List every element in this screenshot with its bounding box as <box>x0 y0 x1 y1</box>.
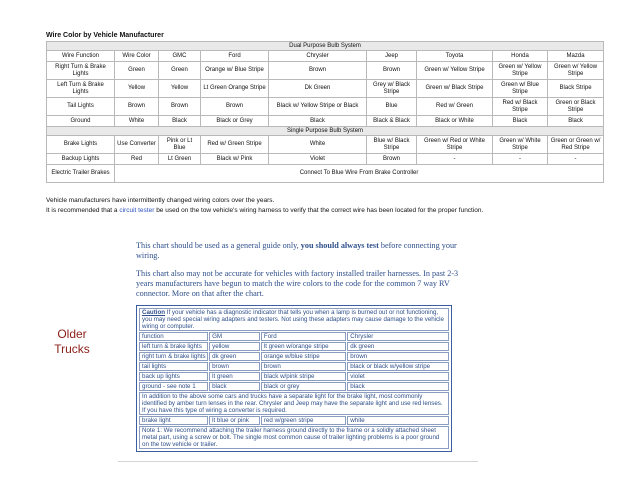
table-row <box>47 154 604 165</box>
table-cell: - <box>417 154 493 165</box>
older-trucks-table-frame <box>136 305 452 452</box>
table-row <box>139 342 449 351</box>
table-cell: Green w/ White Stripe <box>493 136 548 154</box>
table-cell: brown <box>261 362 346 371</box>
table-cell: black <box>347 382 449 391</box>
table-cell: violet <box>347 372 449 381</box>
table-cell: - <box>493 154 548 165</box>
wiring-change-note: Vehicle manufacturers have intermittently changed wiring colors over the years. <box>46 197 275 204</box>
column-header: Ford <box>261 332 346 341</box>
table-cell: Brake Lights <box>47 136 115 154</box>
ground-note: Note 1: We recommend attaching the trailer harness ground directly to the frame or a solidly attached sheet metal part, using a screw or bolt. The single most common cause of trailer lighting problems is a poor ground on the tow vehicle or trailer. <box>139 426 449 449</box>
table-cell: Black w/ Pink <box>201 154 269 165</box>
table-cell: Yellow <box>159 80 201 98</box>
header-row <box>47 51 604 62</box>
section-row-single <box>47 127 604 136</box>
caution-cell <box>139 308 449 331</box>
table-cell: ground - see note 1 <box>139 382 208 391</box>
table-cell: Brown <box>367 154 417 165</box>
table-row <box>139 362 449 371</box>
caution-text: If your vehicle has a diagnostic indicator that tells you when a lamp is burned out or not functioning, you may need special wiring adapters and testers. Not using these adapters may cause damage to the vehicle wiring or computer. <box>142 309 444 330</box>
table-cell: Brown <box>159 98 201 116</box>
table-row <box>47 62 604 80</box>
table-cell: Red w/ Green Stripe <box>201 136 269 154</box>
table-cell: dk green <box>209 352 260 361</box>
table-cell: Blue w/ Black Stripe <box>367 136 417 154</box>
circuit-tester-link[interactable]: circuit tester <box>119 207 155 214</box>
table-row <box>139 352 449 361</box>
table-cell: Use Converter <box>115 136 159 154</box>
table-row <box>47 98 604 116</box>
table-cell: Green w/ Red or White Stripe <box>417 136 493 154</box>
table-row <box>139 372 449 381</box>
separate-brake-note: In addition to the above some cars and trucks have a separate light for the brake light, most commonly identified by amber turn lenses in the rear. Chrysler and Jeep may have the separate light and use red lenses. If you have this type of wiring a converter is required. <box>139 392 449 415</box>
table-cell: Black w/ Yellow Stripe or Black <box>269 98 367 116</box>
column-header: GMC <box>159 51 201 62</box>
table-cell: Green w/ Yellow Stripe <box>493 62 548 80</box>
table-cell: red w/green stripe <box>261 416 346 425</box>
table-cell: Grey w/ Black Stripe <box>367 80 417 98</box>
table-cell: Green or Green w/ Red Stripe <box>548 136 604 154</box>
table-cell: brown <box>209 362 260 371</box>
table-cell: Black <box>493 116 548 127</box>
column-header: Wire Function <box>47 51 115 62</box>
table-cell: left turn & brake lights <box>139 342 208 351</box>
note-text-after: be used on the tow vehicle's wiring harness to verify that the correct wire has been located for the proper function. <box>154 207 484 214</box>
table-cell: Ground <box>47 116 115 127</box>
circuit-tester-note <box>46 207 483 214</box>
table-cell: Dk Green <box>269 80 367 98</box>
table-cell: Red w/ Black Stripe <box>493 98 548 116</box>
table-cell: Black Stripe <box>548 80 604 98</box>
column-header: Mazda <box>548 51 604 62</box>
table-cell: dk green <box>347 342 449 351</box>
table-cell: Electric Trailer Brakes <box>47 165 115 183</box>
table-cell: Orange w/ Blue Stripe <box>201 62 269 80</box>
table-cell: black or grey <box>261 382 346 391</box>
electric-brakes-row <box>47 165 604 183</box>
caution-row <box>139 308 449 331</box>
table-cell: Red <box>115 154 159 165</box>
column-header: Jeep <box>367 51 417 62</box>
table-cell: back up lights <box>139 372 208 381</box>
table-cell: Left Turn & Brake Lights <box>47 80 115 98</box>
factory-harness-paragraph: This chart also may not be accurate for vehicles with factory installed trailer harnesses. In past 2-3 years manufacturers have begun to match the wire colors to the code for the common 7 way RV connector. More on that after the chart. <box>136 269 459 298</box>
table-cell: yellow <box>209 342 260 351</box>
caution-label: Caution <box>142 309 166 316</box>
table-cell: Violet <box>269 154 367 165</box>
table-cell: lt green w/orange stripe <box>261 342 346 351</box>
note-text-before: It is recommended that a <box>46 207 120 214</box>
table-cell: Brown <box>367 62 417 80</box>
column-header: Honda <box>493 51 548 62</box>
table-cell: Brown <box>115 98 159 116</box>
older-trucks-table <box>138 307 450 450</box>
header-row <box>139 332 449 341</box>
section-title: Single Purpose Bulb System <box>47 127 604 136</box>
table-cell: Black <box>269 116 367 127</box>
column-header: Chrysler <box>347 332 449 341</box>
general-guide-paragraph <box>136 241 466 261</box>
table-cell: Connect To Blue Wire From Brake Controller <box>115 165 604 183</box>
column-header: function <box>139 332 208 341</box>
column-header: Chrysler <box>269 51 367 62</box>
table-cell: White <box>269 136 367 154</box>
table-row <box>139 416 449 425</box>
table-cell: Blue <box>367 98 417 116</box>
wire-color-table <box>46 41 604 183</box>
paragraph-text: This chart should be used as a general guide only, <box>136 241 301 250</box>
table-cell: Black <box>548 116 604 127</box>
table-cell: right turn & brake lights <box>139 352 208 361</box>
table-cell: Green w/ Yellow Stripe <box>548 62 604 80</box>
table-cell: Yellow <box>115 80 159 98</box>
table-cell: Green w/ Black Stripe <box>417 80 493 98</box>
table-cell: black w/pink stripe <box>261 372 346 381</box>
table-cell: Lt Green <box>159 154 201 165</box>
column-header: Toyota <box>417 51 493 62</box>
table-cell: Green or Black Stripe <box>548 98 604 116</box>
table-cell: Green w/ Yellow Stripe <box>417 62 493 80</box>
table-row <box>139 382 449 391</box>
table-cell: brown <box>347 352 449 361</box>
always-test-emphasis: you should always test <box>300 241 379 250</box>
table-cell: Black or White <box>417 116 493 127</box>
table-cell: Black & Black <box>367 116 417 127</box>
column-header: GM <box>209 332 260 341</box>
table-cell: Right Turn & Brake Lights <box>47 62 115 80</box>
note-row <box>139 426 449 449</box>
paragraph-text: before connecting your wiring. <box>136 241 457 260</box>
chart-title: Wire Color by Vehicle Manufacturer <box>46 32 164 39</box>
table-cell: Brown <box>269 62 367 80</box>
table-row <box>47 116 604 127</box>
table-cell: Backup Lights <box>47 154 115 165</box>
table-cell: White <box>115 116 159 127</box>
table-cell: black <box>209 382 260 391</box>
table-cell: Black <box>159 116 201 127</box>
table-cell: Tail Lights <box>47 98 115 116</box>
table-row <box>47 136 604 154</box>
table-cell: Brown <box>201 98 269 116</box>
table-cell: Green <box>159 62 201 80</box>
column-header: Wire Color <box>115 51 159 62</box>
table-cell: Lt Green Orange Stripe <box>201 80 269 98</box>
table-cell: lt green <box>209 372 260 381</box>
table-row <box>47 80 604 98</box>
table-cell: Green w/ Blue Stripe <box>493 80 548 98</box>
table-cell: Green <box>115 62 159 80</box>
table-cell: black or black w/yellow stripe <box>347 362 449 371</box>
table-cell: Red w/ Green <box>417 98 493 116</box>
section-row-dual <box>47 42 604 51</box>
column-header: Ford <box>201 51 269 62</box>
table-cell: white <box>347 416 449 425</box>
table-cell: orange w/blue stripe <box>261 352 346 361</box>
table-cell: Black or Grey <box>201 116 269 127</box>
section-title: Dual Purpose Bulb System <box>47 42 604 51</box>
table-cell: - <box>548 154 604 165</box>
note-row <box>139 392 449 415</box>
table-cell: Pink or Lt Blue <box>159 136 201 154</box>
older-trucks-label: Older Trucks <box>54 327 90 356</box>
table-cell: lt blue or pink <box>209 416 260 425</box>
table-cell: brake light <box>139 416 208 425</box>
table-cell: tail lights <box>139 362 208 371</box>
